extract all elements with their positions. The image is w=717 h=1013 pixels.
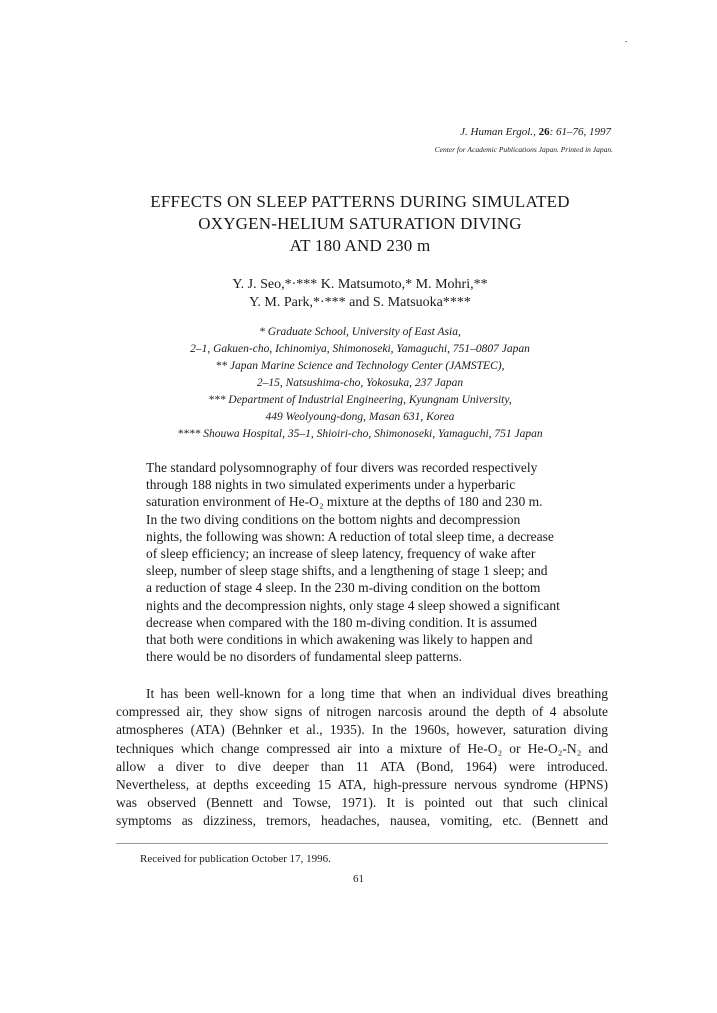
abstract-line: sleep, number of sleep stage shifts, and a lengthening of stage 1 sleep; and bbox=[146, 563, 548, 579]
body-line: It has been well-known for a long time that when an individual dives breathing bbox=[146, 686, 608, 701]
abstract-line: a reduction of stage 4 sleep. In the 230 m-diving condition on the bottom bbox=[146, 580, 541, 596]
journal-volume: 26 bbox=[538, 126, 550, 138]
author-line-1: Y. J. Seo,*·*** K. Matsumoto,* M. Mohri,** bbox=[232, 277, 488, 292]
body-line: compressed air, they show signs of nitrogen narcosis around the depth of 4 absolute bbox=[116, 704, 608, 720]
paper-title bbox=[110, 191, 610, 257]
abstract-line: through 188 nights in two simulated experiments under a hyperbaric bbox=[146, 477, 516, 493]
abstract-line: In the two diving conditions on the bottom nights and decompression bbox=[146, 511, 521, 527]
author-line-2: Y. M. Park,*·*** and S. Matsuoka**** bbox=[249, 295, 471, 310]
body-line: techniques which change compressed air into a mixture of He-O₂ or He-O₂-N₂ and bbox=[116, 740, 608, 756]
abstract bbox=[146, 459, 578, 665]
abstract-line: decrease when compared with the 180 m-diving condition. It is assumed bbox=[146, 614, 538, 630]
affiliation-line: *** Department of Industrial Engineering, Kyungnam University, bbox=[208, 394, 512, 406]
body-paragraph bbox=[116, 685, 608, 831]
affiliation-line: 2–1, Gakuen-cho, Ichinomiya, Shimonoseki, Yamaguchi, 751–0807 Japan bbox=[190, 343, 530, 355]
body-line: allow a diver to dive deeper than 11 ATA (Bond, 1964) were introduced. bbox=[116, 758, 608, 774]
body-line: Nevertheless, at depths exceeding 15 ATA, high-pressure nervous syndrome (HPNS) bbox=[116, 777, 608, 793]
page-number: 61 bbox=[353, 873, 364, 885]
affiliation-line: ** Japan Marine Science and Technology Center (JAMSTEC), bbox=[215, 360, 505, 372]
journal-citation bbox=[460, 126, 611, 139]
abstract-line: nights and the decompression nights, only stage 4 sleep showed a significant bbox=[146, 597, 560, 613]
journal-abbrev: J. Human Ergol., bbox=[460, 126, 536, 138]
publisher-line: Center for Academic Publications Japan. Printed in Japan. bbox=[434, 145, 613, 154]
title-line-3: AT 180 AND 230 m bbox=[289, 236, 431, 255]
author-list bbox=[110, 276, 610, 312]
affiliation-line: 449 Weolyoung-dong, Masan 631, Korea bbox=[265, 411, 455, 423]
abstract-line: nights, the following was shown: A reduction of total sleep time, a decrease bbox=[146, 528, 554, 544]
abstract-line: of sleep efficiency; an increase of sleep latency, frequency of wake after bbox=[146, 546, 536, 562]
affiliation-line: * Graduate School, University of East Asia, bbox=[259, 326, 461, 338]
footnote-divider bbox=[116, 843, 608, 844]
body-line: atmospheres (ATA) (Behnker et al., 1935). In the 1960s, however, saturation diving bbox=[116, 722, 608, 738]
abstract-line: there would be no disorders of fundamental sleep patterns. bbox=[146, 649, 463, 665]
affiliation-block bbox=[110, 324, 610, 443]
scan-speck bbox=[625, 41, 627, 42]
journal-pages: : 61–76, 1997 bbox=[549, 126, 611, 138]
affiliation-line: **** Shouwa Hospital, 35–1, Shioiri-cho, Shimonoseki, Yamaguchi, 751 Japan bbox=[177, 428, 543, 440]
title-line-1: EFFECTS ON SLEEP PATTERNS DURING SIMULATED bbox=[150, 192, 570, 211]
abstract-line: The standard polysomnography of four divers was recorded respectively bbox=[146, 460, 538, 475]
body-line: symptoms as dizziness, tremors, headaches, nausea, vomiting, etc. (Bennett and bbox=[116, 813, 608, 829]
title-line-2: OXYGEN-HELIUM SATURATION DIVING bbox=[198, 214, 522, 233]
abstract-line: saturation environment of He-O₂ mixture at the depths of 180 and 230 m. bbox=[146, 494, 543, 510]
abstract-line: that both were conditions in which awakening was likely to happen and bbox=[146, 632, 533, 648]
affiliation-line: 2–15, Natsushima-cho, Yokosuka, 237 Japan bbox=[256, 377, 464, 389]
received-footnote: Received for publication October 17, 1996. bbox=[140, 853, 331, 865]
body-line: was observed (Bennett and Towse, 1971). It is pointed out that such clinical bbox=[116, 795, 608, 811]
